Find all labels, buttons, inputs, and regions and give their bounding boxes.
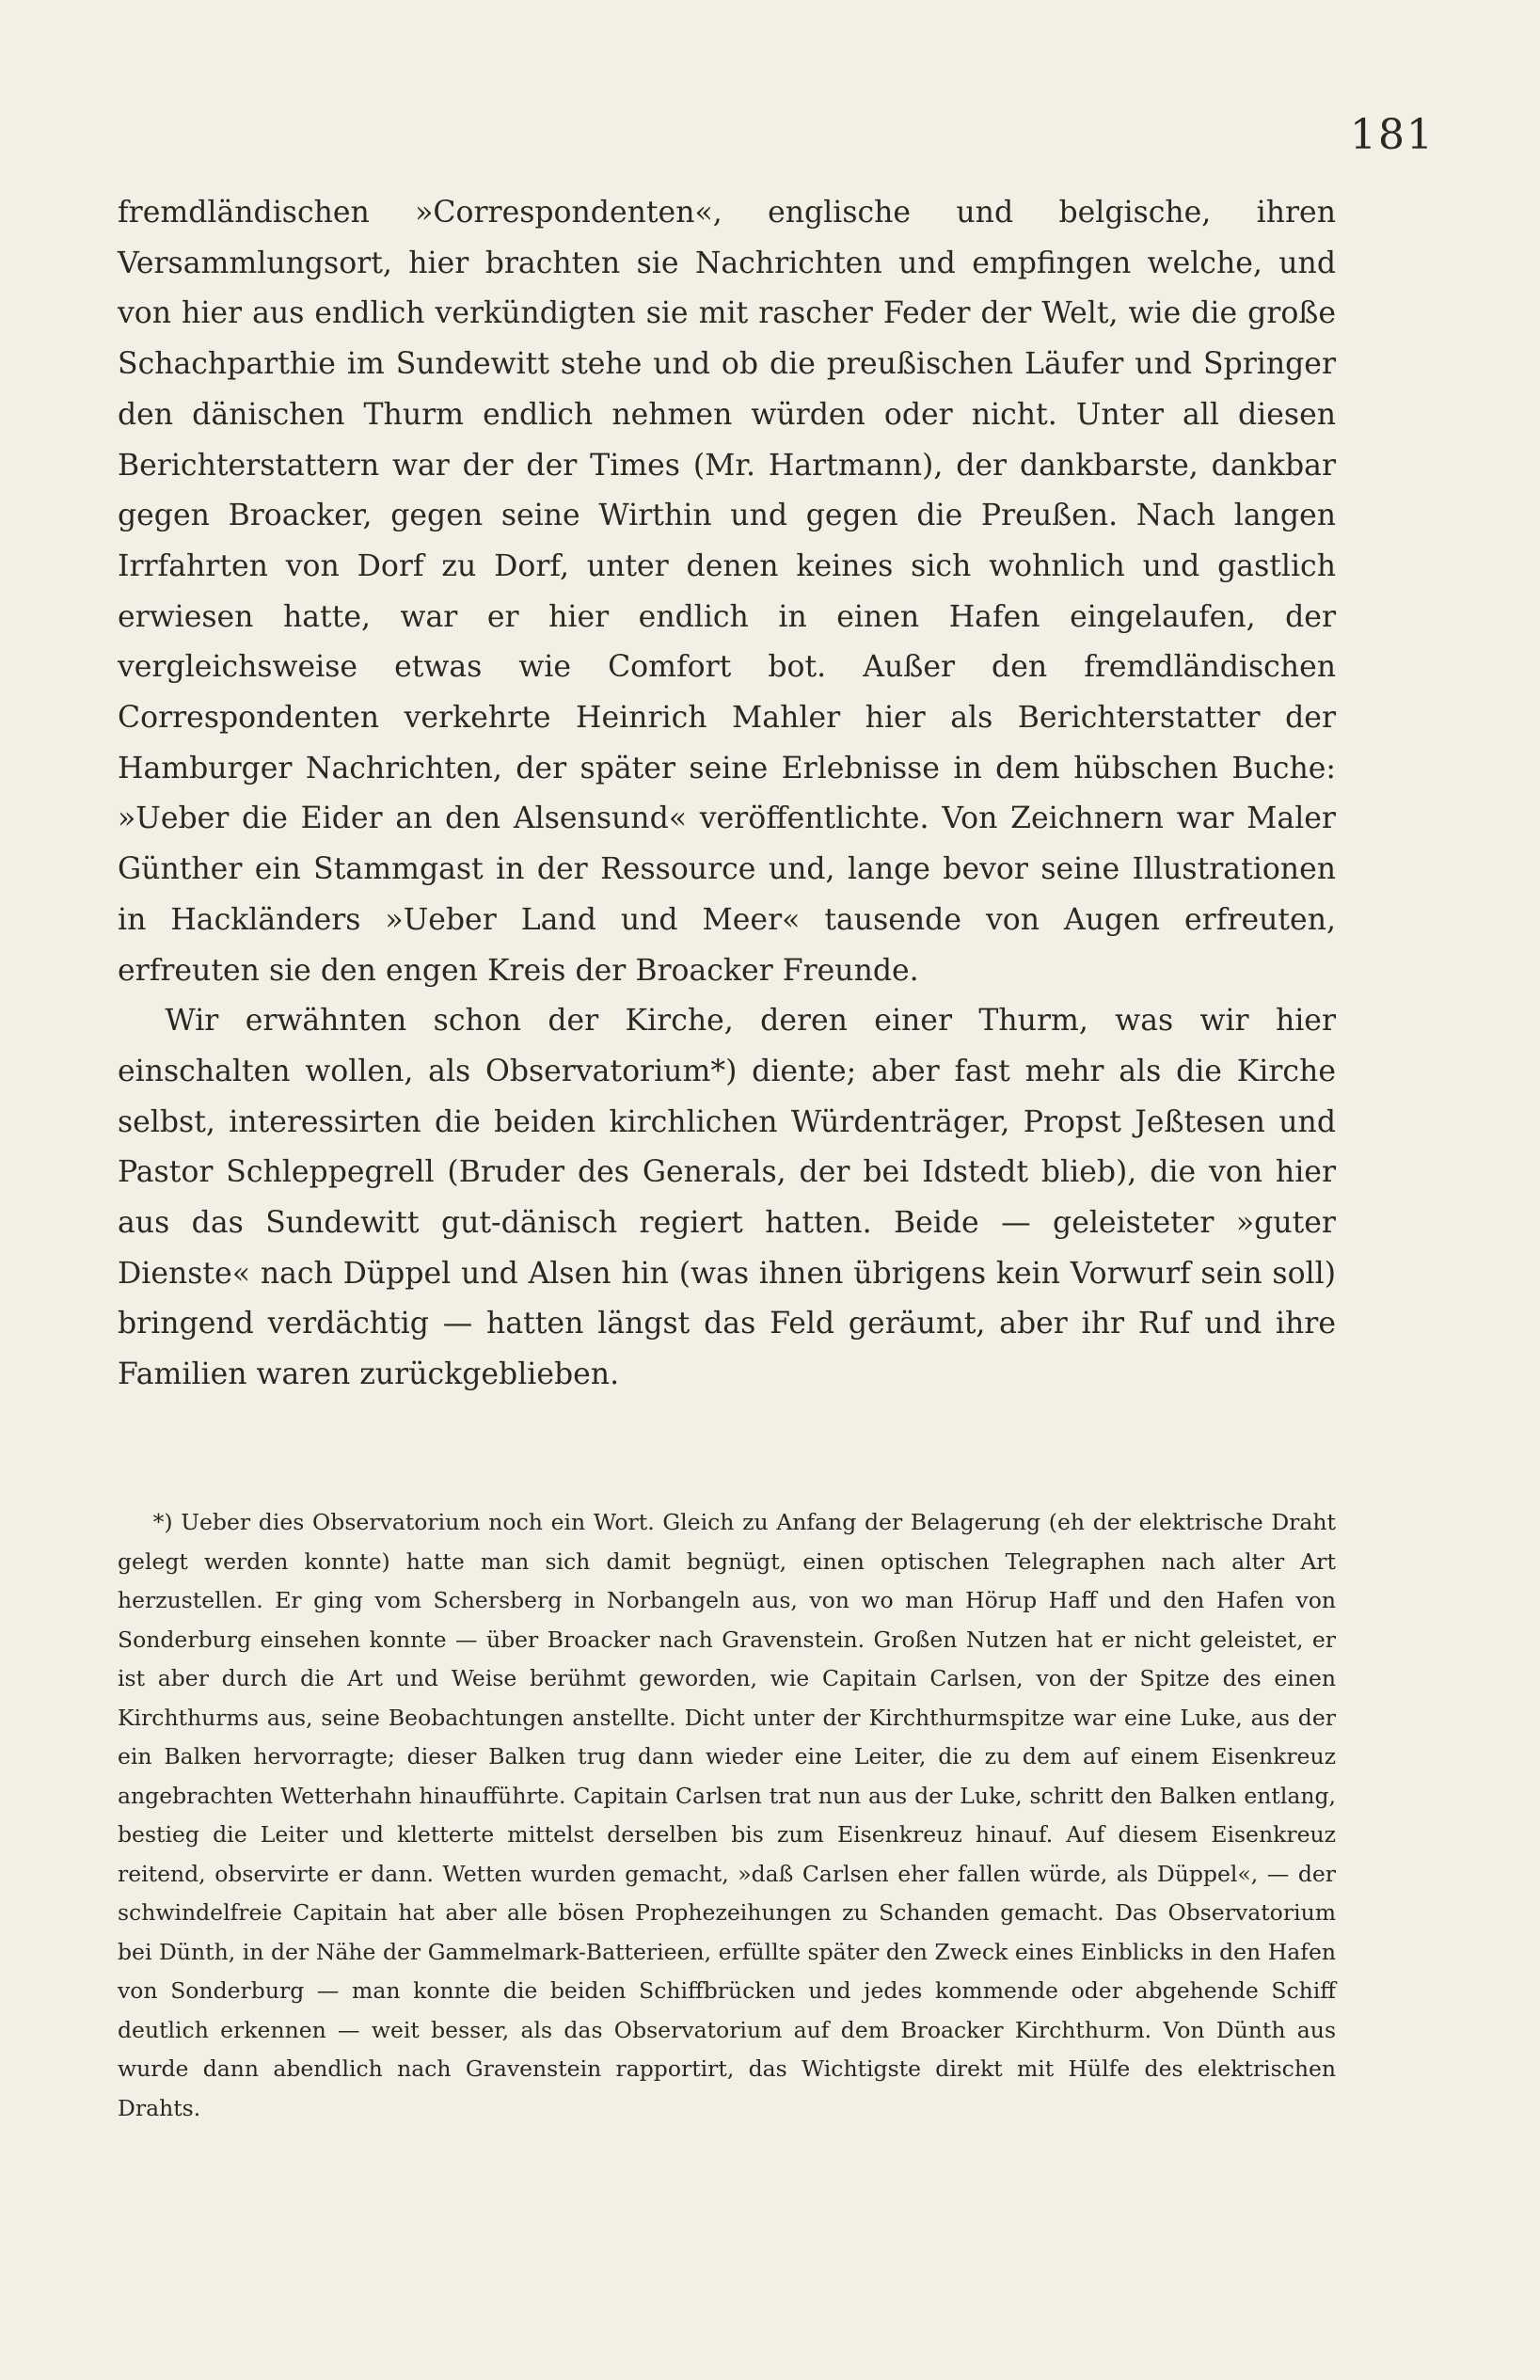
footnote: [118, 1503, 1336, 2128]
paragraph-2: Wir erwähnten schon der Kirche, deren einer Thurm, was wir hier einschalten wollen, als Observatorium*) diente; aber fast mehr als die Kirche selbst, interessirten die beiden kirchlichen Würdenträger, Propst Jeßtesen und Pastor Schleppegrell (Bruder des Generals, der bei Idstedt blieb), die von hier aus das Sundewitt gut-dänisch regiert hatten. Beide — geleisteter »guter Dienste« nach Düppel und Alsen hin (was ihnen übrigens kein Vorwurf sein soll) bringend verdächtig — hatten längst das Feld geräumt, aber ihr Ruf und ihre Familien waren zurückgeblieben.: [118, 1004, 1336, 1392]
paragraph-1: fremdländischen »Correspondenten«, englische und belgische, ihren Versammlungsort, hier brachten sie Nachrichten und empfingen welche, und von hier aus endlich verkündigten sie mit rascher Feder der Welt, wie die große Schachparthie im Sundewitt stehe und ob die preußischen Läufer und Springer den dänischen Thurm endlich nehmen würden oder nicht. Unter all diesen Berichterstattern war der der Times (Mr. Hartmann), der dankbarste, dankbar gegen Broacker, gegen seine Wirthin und gegen die Preußen. Nach langen Irrfahrten von Dorf zu Dorf, unter denen keines sich wohnlich und gastlich erwiesen hatte, war er hier endlich in einen Hafen eingelaufen, der vergleichsweise etwas wie Comfort bot. Außer den fremdländischen Correspondenten verkehrte Heinrich Mahler hier als Berichterstatter der Hamburger Nachrichten, der später seine Erlebnisse in dem hübschen Buche: »Ueber die Eider an den Alsensund« veröffentlichte. Von Zeichnern war Maler Günther ein Stammgast in der Ressource und, lange bevor seine Illustrationen in Hackländers »Ueber Land und Meer« tausende von Augen erfreuten, erfreuten sie den engen Kreis der Broacker Freunde.: [118, 196, 1336, 988]
page-number: 181: [1350, 111, 1435, 159]
main-text: [118, 188, 1336, 1401]
footnote-text: *) Ueber dies Observatorium noch ein Wort. Gleich zu Anfang der Belagerung (eh der elektrische Draht gelegt werden konnte) hatte man sich damit begnügt, einen optischen Telegraphen nach alter Art herzustellen. Er ging vom Schersberg in Norbangeln aus, von wo man Hörup Haff und den Hafen von Sonderburg einsehen konnte — über Broacker nach Gravenstein. Großen Nutzen hat er nicht geleistet, er ist aber durch die Art und Weise berühmt geworden, wie Capitain Carlsen, von der Spitze des einen Kirchthurms aus, seine Beobachtungen anstellte. Dicht unter der Kirchthurmspitze war eine Luke, aus der ein Balken hervorragte; dieser Balken trug dann wieder eine Leiter, die zu dem auf einem Eisenkreuz angebrachten Wetterhahn hinaufführte. Capitain Carlsen trat nun aus der Luke, schritt den Balken entlang, bestieg die Leiter und kletterte mittelst derselben bis zum Eisenkreuz hinauf. Auf diesem Eisenkreuz reitend, observirte er dann. Wetten wurden gemacht, »daß Carlsen eher fallen würde, als Düppel«, — der schwindelfreie Capitain hat aber alle bösen Prophezeihungen zu Schanden gemacht. Das Observatorium bei Dünth, in der Nähe der Gammelmark-Batterieen, erfüllte später den Zweck eines Einblicks in den Hafen von Sonderburg — man konnte die beiden Schiffbrücken und jedes kommende oder abgehende Schiff deutlich erkennen — weit besser, als das Observatorium auf dem Broacker Kirchthurm. Von Dünth aus wurde dann abendlich nach Gravenstein rapportirt, das Wichtigste direkt mit Hülfe des elektrischen Drahts.: [118, 1509, 1336, 2121]
